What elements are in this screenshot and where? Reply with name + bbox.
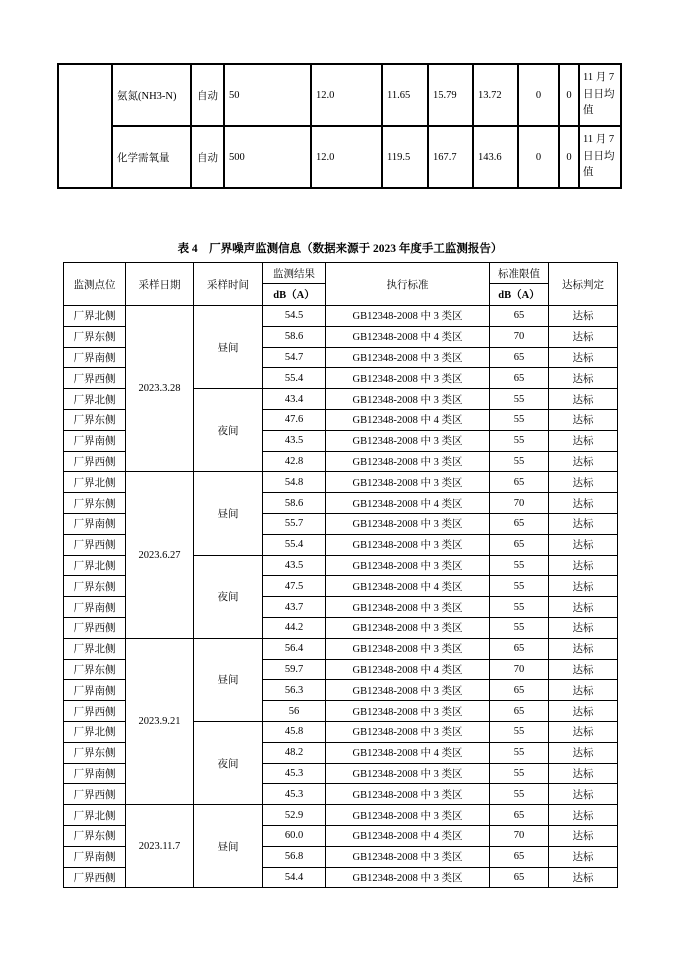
- noise-time-cell: 夜间: [194, 555, 263, 638]
- pollutant-name-cell: 氨氮(NH3-N): [112, 64, 191, 126]
- noise-judgment-cell: 达标: [549, 472, 618, 493]
- noise-result-cell: 47.5: [263, 576, 326, 597]
- noise-result-cell: 56.3: [263, 680, 326, 701]
- noise-limit-cell: 55: [490, 742, 549, 763]
- noise-point-cell: 厂界东侧: [64, 659, 126, 680]
- noise-limit-cell: 70: [490, 825, 549, 846]
- noise-standard-cell: GB12348-2008 中 4 类区: [326, 576, 490, 597]
- noise-result-cell: 43.5: [263, 555, 326, 576]
- noise-judgment-cell: 达标: [549, 742, 618, 763]
- noise-standard-cell: GB12348-2008 中 3 类区: [326, 867, 490, 888]
- header-limit: 标准限值: [490, 263, 549, 284]
- noise-limit-cell: 70: [490, 659, 549, 680]
- noise-standard-cell: GB12348-2008 中 3 类区: [326, 534, 490, 555]
- noise-result-cell: 56.8: [263, 846, 326, 867]
- noise-judgment-cell: 达标: [549, 846, 618, 867]
- noise-result-cell: 43.5: [263, 430, 326, 451]
- noise-judgment-cell: 达标: [549, 617, 618, 638]
- noise-limit-cell: 55: [490, 763, 549, 784]
- header-judgment: 达标判定: [549, 263, 618, 306]
- noise-standard-cell: GB12348-2008 中 3 类区: [326, 306, 490, 327]
- noise-limit-cell: 55: [490, 389, 549, 410]
- noise-time-cell: 昼间: [194, 472, 263, 555]
- noise-standard-cell: GB12348-2008 中 3 类区: [326, 513, 490, 534]
- noise-result-cell: 43.4: [263, 389, 326, 410]
- noise-standard-cell: GB12348-2008 中 3 类区: [326, 472, 490, 493]
- noise-limit-cell: 65: [490, 368, 549, 389]
- noise-result-cell: 60.0: [263, 825, 326, 846]
- noise-standard-cell: GB12348-2008 中 3 类区: [326, 451, 490, 472]
- pollutant-name-cell: 化学需氧量: [112, 126, 191, 188]
- monitor-mode-cell: 自动: [191, 126, 224, 188]
- date-note-cell: 11 月 7 日日均值: [579, 64, 621, 126]
- noise-standard-cell: GB12348-2008 中 3 类区: [326, 680, 490, 701]
- noise-result-cell: 54.4: [263, 867, 326, 888]
- noise-result-cell: 42.8: [263, 451, 326, 472]
- noise-judgment-cell: 达标: [549, 534, 618, 555]
- noise-judgment-cell: 达标: [549, 784, 618, 805]
- noise-judgment-cell: 达标: [549, 701, 618, 722]
- noise-judgment-cell: 达标: [549, 513, 618, 534]
- noise-time-cell: 昼间: [194, 638, 263, 721]
- noise-judgment-cell: 达标: [549, 721, 618, 742]
- noise-result-cell: 43.7: [263, 597, 326, 618]
- noise-standard-cell: GB12348-2008 中 3 类区: [326, 617, 490, 638]
- noise-point-cell: 厂界南侧: [64, 597, 126, 618]
- noise-monitoring-table: [63, 262, 618, 888]
- noise-standard-cell: GB12348-2008 中 3 类区: [326, 368, 490, 389]
- noise-result-cell: 59.7: [263, 659, 326, 680]
- noise-result-cell: 55.4: [263, 534, 326, 555]
- noise-point-cell: 厂界北侧: [64, 721, 126, 742]
- noise-judgment-cell: 达标: [549, 867, 618, 888]
- noise-judgment-cell: 达标: [549, 763, 618, 784]
- max-value-cell: 15.79: [428, 64, 473, 126]
- noise-limit-cell: 65: [490, 680, 549, 701]
- noise-result-cell: 56.4: [263, 638, 326, 659]
- noise-point-cell: 厂界东侧: [64, 576, 126, 597]
- min-value-cell: 119.5: [382, 126, 428, 188]
- noise-point-cell: 厂界南侧: [64, 680, 126, 701]
- header-time: 采样时间: [194, 263, 263, 306]
- noise-point-cell: 厂界北侧: [64, 638, 126, 659]
- noise-date-cell: 2023.11.7: [126, 805, 194, 888]
- noise-standard-cell: GB12348-2008 中 3 类区: [326, 721, 490, 742]
- noise-limit-cell: 70: [490, 493, 549, 514]
- noise-standard-cell: GB12348-2008 中 4 类区: [326, 825, 490, 846]
- noise-standard-cell: GB12348-2008 中 3 类区: [326, 846, 490, 867]
- noise-limit-cell: 65: [490, 846, 549, 867]
- noise-standard-cell: GB12348-2008 中 3 类区: [326, 347, 490, 368]
- noise-point-cell: 厂界北侧: [64, 472, 126, 493]
- noise-point-cell: 厂界东侧: [64, 825, 126, 846]
- value-cell: 12.0: [311, 64, 382, 126]
- noise-judgment-cell: 达标: [549, 659, 618, 680]
- noise-limit-cell: 55: [490, 409, 549, 430]
- zero-value-cell: 0: [559, 64, 579, 126]
- noise-judgment-cell: 达标: [549, 389, 618, 410]
- noise-limit-cell: 65: [490, 534, 549, 555]
- noise-standard-cell: GB12348-2008 中 3 类区: [326, 805, 490, 826]
- noise-limit-cell: 65: [490, 306, 549, 327]
- min-value-cell: 11.65: [382, 64, 428, 126]
- noise-standard-cell: GB12348-2008 中 3 类区: [326, 555, 490, 576]
- header-date: 采样日期: [126, 263, 194, 306]
- noise-standard-cell: GB12348-2008 中 4 类区: [326, 742, 490, 763]
- noise-standard-cell: GB12348-2008 中 3 类区: [326, 597, 490, 618]
- noise-limit-cell: 55: [490, 430, 549, 451]
- header-result: 监测结果: [263, 263, 326, 284]
- noise-limit-cell: 55: [490, 721, 549, 742]
- noise-point-cell: 厂界北侧: [64, 805, 126, 826]
- noise-date-cell: 2023.3.28: [126, 306, 194, 472]
- noise-judgment-cell: 达标: [549, 825, 618, 846]
- noise-point-cell: 厂界南侧: [64, 763, 126, 784]
- noise-standard-cell: GB12348-2008 中 4 类区: [326, 326, 490, 347]
- noise-time-cell: 昼间: [194, 805, 263, 888]
- noise-point-cell: 厂界南侧: [64, 846, 126, 867]
- noise-point-cell: 厂界北侧: [64, 306, 126, 327]
- noise-point-cell: 厂界西侧: [64, 534, 126, 555]
- noise-point-cell: 厂界西侧: [64, 451, 126, 472]
- noise-point-cell: 厂界东侧: [64, 409, 126, 430]
- noise-limit-cell: 65: [490, 867, 549, 888]
- noise-point-cell: 厂界东侧: [64, 493, 126, 514]
- noise-result-cell: 56: [263, 701, 326, 722]
- header-result-unit: dB（A）: [263, 284, 326, 306]
- header-point: 监测点位: [64, 263, 126, 306]
- noise-limit-cell: 55: [490, 784, 549, 805]
- noise-judgment-cell: 达标: [549, 306, 618, 327]
- noise-judgment-cell: 达标: [549, 326, 618, 347]
- noise-result-cell: 54.8: [263, 472, 326, 493]
- noise-judgment-cell: 达标: [549, 451, 618, 472]
- date-note-cell: 11 月 7 日日均值: [579, 126, 621, 188]
- table4-title: 表 4 厂界噪声监测信息（数据来源于 2023 年度手工监测报告）: [177, 243, 503, 255]
- noise-standard-cell: GB12348-2008 中 3 类区: [326, 701, 490, 722]
- noise-limit-cell: 65: [490, 638, 549, 659]
- noise-result-cell: 58.6: [263, 326, 326, 347]
- noise-result-cell: 45.3: [263, 763, 326, 784]
- noise-standard-cell: GB12348-2008 中 4 类区: [326, 409, 490, 430]
- noise-point-cell: 厂界东侧: [64, 326, 126, 347]
- noise-judgment-cell: 达标: [549, 576, 618, 597]
- noise-judgment-cell: 达标: [549, 347, 618, 368]
- noise-limit-cell: 70: [490, 326, 549, 347]
- empty-merged-cell: [58, 64, 112, 188]
- noise-judgment-cell: 达标: [549, 638, 618, 659]
- zero-value-cell: 0: [559, 126, 579, 188]
- noise-point-cell: 厂界南侧: [64, 513, 126, 534]
- noise-judgment-cell: 达标: [549, 430, 618, 451]
- noise-result-cell: 58.6: [263, 493, 326, 514]
- noise-standard-cell: GB12348-2008 中 3 类区: [326, 389, 490, 410]
- max-value-cell: 167.7: [428, 126, 473, 188]
- noise-limit-cell: 65: [490, 513, 549, 534]
- noise-standard-cell: GB12348-2008 中 4 类区: [326, 659, 490, 680]
- header-standard: 执行标准: [326, 263, 490, 306]
- noise-result-cell: 52.9: [263, 805, 326, 826]
- noise-limit-cell: 55: [490, 617, 549, 638]
- noise-point-cell: 厂界南侧: [64, 347, 126, 368]
- noise-time-cell: 夜间: [194, 389, 263, 472]
- noise-standard-cell: GB12348-2008 中 3 类区: [326, 430, 490, 451]
- noise-point-cell: 厂界西侧: [64, 867, 126, 888]
- avg-value-cell: 13.72: [473, 64, 518, 126]
- noise-point-cell: 厂界西侧: [64, 368, 126, 389]
- noise-judgment-cell: 达标: [549, 597, 618, 618]
- noise-point-cell: 厂界南侧: [64, 430, 126, 451]
- noise-result-cell: 55.7: [263, 513, 326, 534]
- noise-point-cell: 厂界西侧: [64, 784, 126, 805]
- value-cell: 12.0: [311, 126, 382, 188]
- noise-result-cell: 55.4: [263, 368, 326, 389]
- noise-result-cell: 47.6: [263, 409, 326, 430]
- noise-point-cell: 厂界北侧: [64, 555, 126, 576]
- noise-limit-cell: 65: [490, 472, 549, 493]
- noise-result-cell: 54.7: [263, 347, 326, 368]
- noise-date-cell: 2023.9.21: [126, 638, 194, 804]
- noise-judgment-cell: 达标: [549, 555, 618, 576]
- noise-date-cell: 2023.6.27: [126, 472, 194, 638]
- noise-limit-cell: 65: [490, 701, 549, 722]
- noise-limit-cell: 55: [490, 576, 549, 597]
- zero-value-cell: 0: [518, 64, 559, 126]
- noise-standard-cell: GB12348-2008 中 4 类区: [326, 493, 490, 514]
- noise-limit-cell: 55: [490, 451, 549, 472]
- noise-limit-cell: 65: [490, 805, 549, 826]
- noise-judgment-cell: 达标: [549, 805, 618, 826]
- header-limit-unit: dB（A）: [490, 284, 549, 306]
- noise-result-cell: 48.2: [263, 742, 326, 763]
- noise-result-cell: 54.5: [263, 306, 326, 327]
- noise-standard-cell: GB12348-2008 中 3 类区: [326, 763, 490, 784]
- noise-judgment-cell: 达标: [549, 680, 618, 701]
- continued-monitoring-table: [57, 63, 622, 189]
- noise-judgment-cell: 达标: [549, 368, 618, 389]
- avg-value-cell: 143.6: [473, 126, 518, 188]
- noise-time-cell: 昼间: [194, 306, 263, 389]
- noise-judgment-cell: 达标: [549, 493, 618, 514]
- noise-point-cell: 厂界东侧: [64, 742, 126, 763]
- noise-standard-cell: GB12348-2008 中 3 类区: [326, 638, 490, 659]
- noise-limit-cell: 55: [490, 555, 549, 576]
- noise-judgment-cell: 达标: [549, 409, 618, 430]
- monitor-mode-cell: 自动: [191, 64, 224, 126]
- noise-point-cell: 厂界北侧: [64, 389, 126, 410]
- noise-point-cell: 厂界西侧: [64, 617, 126, 638]
- noise-result-cell: 45.8: [263, 721, 326, 742]
- noise-time-cell: 夜间: [194, 721, 263, 804]
- noise-limit-cell: 65: [490, 347, 549, 368]
- noise-standard-cell: GB12348-2008 中 3 类区: [326, 784, 490, 805]
- noise-point-cell: 厂界西侧: [64, 701, 126, 722]
- zero-value-cell: 0: [518, 126, 559, 188]
- limit-value-cell: 50: [224, 64, 311, 126]
- noise-limit-cell: 55: [490, 597, 549, 618]
- noise-result-cell: 45.3: [263, 784, 326, 805]
- limit-value-cell: 500: [224, 126, 311, 188]
- noise-result-cell: 44.2: [263, 617, 326, 638]
